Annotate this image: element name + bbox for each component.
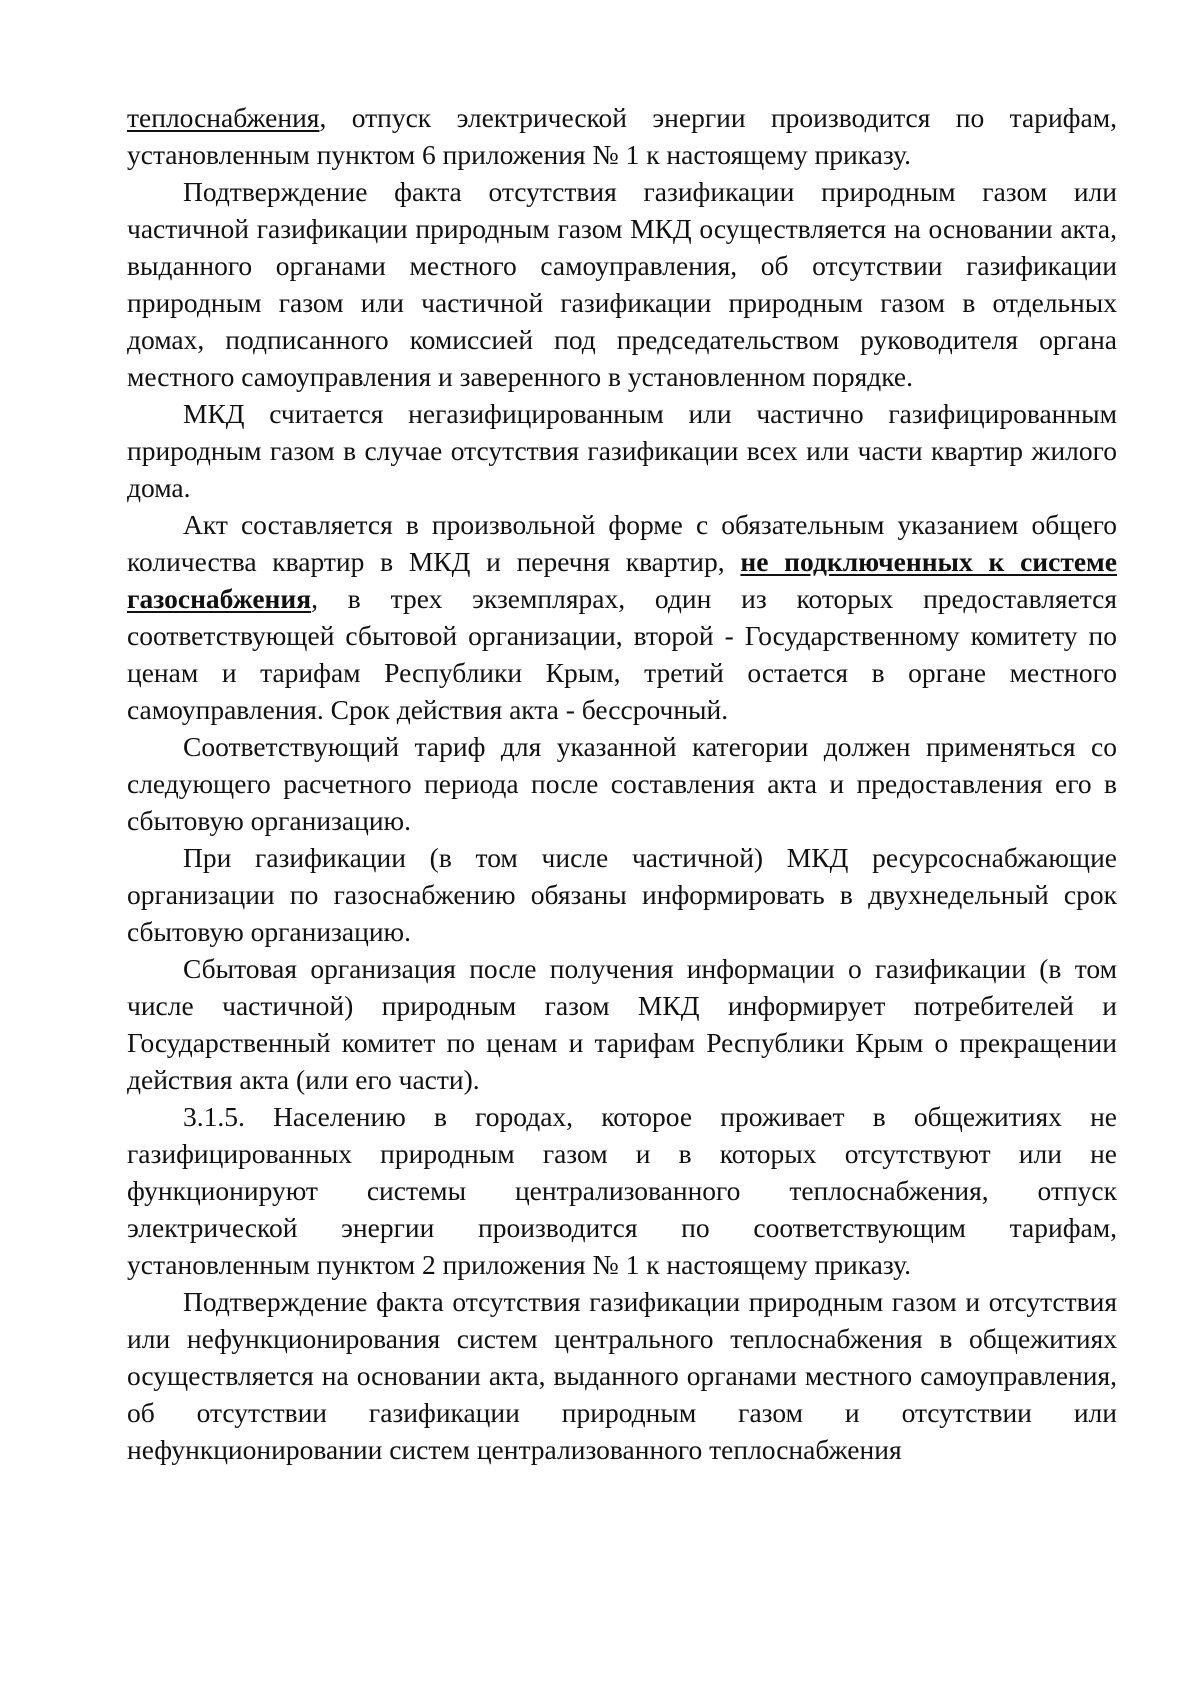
paragraph-4 (127, 506, 1117, 728)
paragraph-5: Соответствующий тариф для указанной категории должен применяться со следующего расчетного периода после составления акта и предоставления его в сбытовую организацию. (127, 731, 1117, 836)
paragraph-6: При газификации (в том числе частичной) МКД ресурсоснабжающие организации по газоснабжению обязаны информировать в двухнедельный срок сбытовую организацию. (127, 842, 1117, 947)
paragraph-4-after: , в трех экземплярах, один из которых предоставляется соответствующей сбытовой организации, второй - Государственному комитету по ценам и тарифам Республики Крым, третий остается в органе местного самоуправления. Срок действия акта - бессрочный. (127, 583, 1117, 725)
document-body (127, 99, 1117, 1468)
paragraph-9: Подтверждение факта отсутствия газификации природным газом и отсутствия или нефункционирования систем центрального теплоснабжения в общежитиях осуществляется на основании акта, выданного органами местного самоуправления, об отсутствии газификации природным газом и отсутствии или нефункционировании систем централизованного теплоснабжения (127, 1286, 1117, 1465)
paragraph-4-before: Акт составляется в произвольной форме с обязательным указанием общего количества квартир в МКД и перечня квартир, (127, 509, 1117, 577)
paragraph-2: Подтверждение факта отсутствия газификации природным газом или частичной газификации природным газом МКД осуществляется на основании акта, выданного органами местного самоуправления, об отсутствии газификации природным газом или частичной газификации природным газом в отдельных домах, подписанного комиссией под председательством руководителя органа местного самоуправления и заверенного в установленном порядке. (127, 176, 1117, 392)
paragraph-3: МКД считается негазифицированным или частично газифицированным природным газом в случае отсутствия газификации всех или части квартир жилого дома. (127, 398, 1117, 503)
paragraph-7: Сбытовая организация после получения информации о газификации (в том числе частичной) природным газом МКД информирует потребителей и Государственный комитет по ценам и тарифам Республики Крым о прекращении действия акта (или его части). (127, 953, 1117, 1095)
underlined-term: теплоснабжения (127, 102, 320, 133)
paragraph-8-section-3-1-5: 3.1.5. Населению в городах, которое проживает в общежитиях не газифицированных природным газом и в которых отсутствуют или не функционируют системы централизованного теплоснабжения, отпуск электрической энергии производится по соответствующим тарифам, установленным пунктом 2 приложения № 1 к настоящему приказу. (127, 1101, 1117, 1280)
emphasized-term: не подключенных к системе газоснабжения (127, 546, 1117, 614)
paragraph-1-text: , отпуск электрической энергии производится по тарифам, установленным пунктом 6 приложения № 1 к настоящему приказу. (127, 102, 1117, 170)
paragraph-1 (127, 99, 1117, 173)
